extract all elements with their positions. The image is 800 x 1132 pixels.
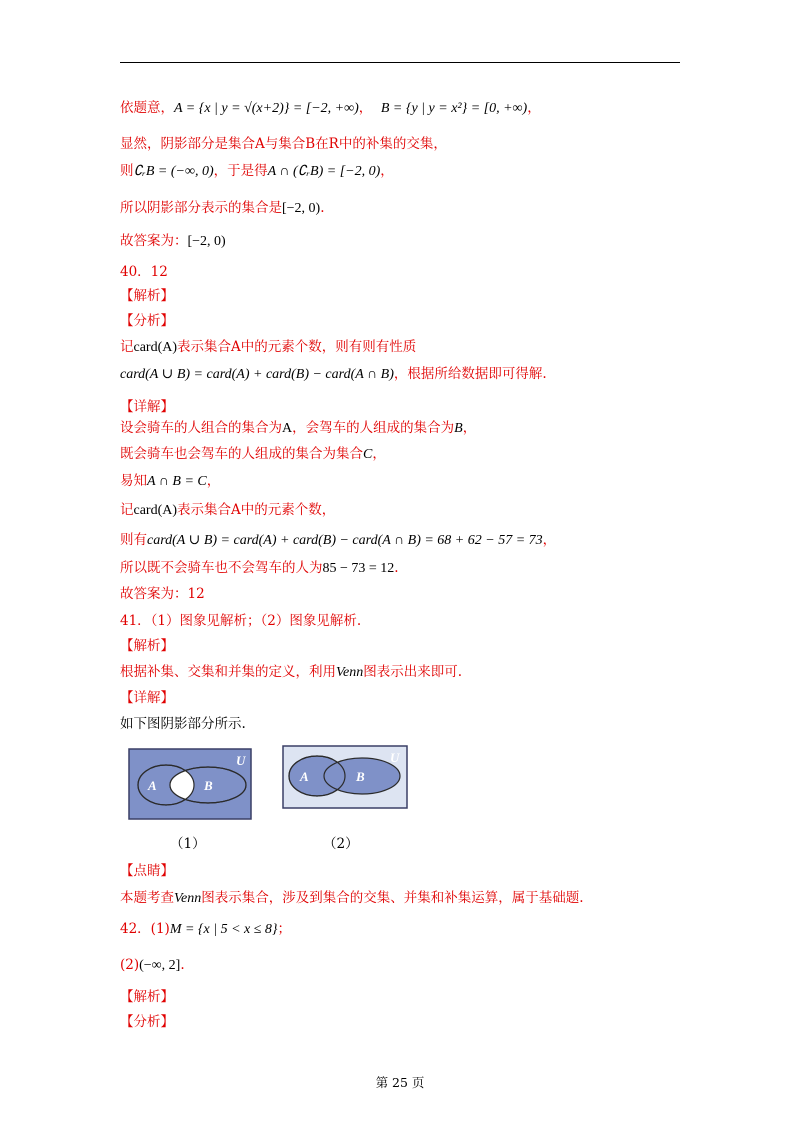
section-heading [120, 398, 174, 416]
text-line [120, 99, 541, 118]
section-heading [120, 988, 174, 1006]
text-run: 记 [120, 339, 134, 355]
text-run: 故答案为： [120, 233, 188, 249]
text-run: . [394, 560, 399, 576]
math-expression: A ∩ (∁ᵣB) = [−2, 0) [267, 164, 381, 179]
text-run: 记 [120, 502, 134, 518]
text-line [120, 419, 476, 438]
text-run: ， [380, 163, 394, 179]
label-a: A [148, 778, 157, 793]
text-run: 图表示集合，涉及到集合的交集、并集和补集运算，属于基础题. [201, 890, 584, 906]
math-expression: A [282, 421, 293, 436]
text-run: 表示集合A中的元素个数，则有则有性质 [177, 339, 417, 355]
section-heading [120, 637, 174, 655]
text-line [120, 232, 226, 251]
text-line [120, 445, 386, 464]
text-run: 如下图阴影部分所示. [120, 716, 246, 732]
text-run: 【分析】 [120, 313, 174, 329]
question-number [120, 612, 361, 630]
text-run: 【解析】 [120, 288, 174, 304]
math-expression: card(A ∪ B) = card(A) + card(B) − card(A ∩ B) = 68 + 62 − 57 = 73 [147, 533, 543, 548]
text-run: 设会骑车的人组合的集合为 [120, 420, 282, 436]
text-run: 故答案为：12 [120, 586, 205, 602]
text-run: 【详解】 [120, 690, 174, 706]
text-run: 所以阴影部分表示的集合是 [120, 200, 282, 216]
math-expression: (−∞, 2] [139, 958, 181, 973]
math-expression: M = {x | 5 < x ≤ 8} [169, 922, 278, 937]
text-run: ，根据所给数据即可得解. [393, 366, 547, 382]
text-run: 【点睛】 [120, 863, 174, 879]
text-run: 依题意， [120, 100, 174, 116]
text-run: 易知 [120, 473, 147, 489]
text-run: . [180, 957, 185, 973]
text-run: ，会驾车的人组成的集合为 [292, 420, 455, 436]
math-expression: card(A ∪ B) = card(A) + card(B) − card(A ∩ B) [120, 367, 394, 382]
text-line [120, 715, 246, 733]
text-run: 本题考查 [120, 890, 174, 906]
math-expression: card(A) [133, 340, 178, 355]
page-number: 第 25 页 [375, 1075, 425, 1090]
text-line [120, 338, 416, 357]
math-expression: B [454, 421, 463, 436]
section-heading [120, 862, 174, 880]
text-run: 所以既不会骑车也不会驾车的人为 [120, 560, 323, 576]
text-run: 既会骑车也会驾车的人组成的集合为集合 [120, 446, 363, 462]
text-run: 41．（1）图象见解析；（2）图象见解析. [120, 613, 362, 629]
math-expression: A ∩ B = C [147, 474, 207, 489]
text-run: ， [358, 100, 373, 116]
text-run: 【分析】 [120, 1014, 174, 1030]
header-rule [120, 62, 680, 63]
text-run: 显然，阴影部分是集合A与集合B在R中的补集的交集， [120, 136, 447, 152]
math-expression: C [363, 447, 373, 462]
figure-caption-2: （2） [323, 836, 359, 852]
text-run: 40．12 [120, 264, 168, 280]
text-run: 42．(1) [120, 921, 170, 937]
section-heading [120, 312, 174, 330]
math-expression: card(A) [133, 503, 178, 518]
text-run: 【解析】 [120, 989, 174, 1005]
text-run: 图表示出来即可. [363, 664, 463, 680]
text-line [120, 162, 394, 181]
math-expression: [−2, 0) [282, 201, 321, 216]
text-run: 则 [120, 163, 134, 179]
text-run: ； [277, 921, 292, 937]
math-expression: A = {x | y = √(x+2)} = [−2, +∞) [174, 101, 359, 116]
text-line [120, 889, 584, 908]
venn-diagram-2 [282, 745, 408, 809]
text-line [120, 472, 220, 491]
venn-diagram-1 [128, 748, 252, 820]
math-expression: [−2, 0) [187, 234, 226, 249]
text-line [120, 135, 447, 153]
question-number [120, 263, 168, 281]
answer-line [120, 585, 205, 603]
text-run: (2) [120, 957, 140, 973]
text-line [120, 501, 335, 520]
text-run: 则有 [120, 532, 147, 548]
text-line [120, 559, 399, 578]
figure-caption-1: （1） [170, 836, 206, 852]
text-run: ， [206, 473, 221, 489]
section-heading [120, 287, 174, 305]
label-u: U [236, 753, 246, 768]
label-b: B [356, 769, 365, 784]
label-b: B [204, 778, 213, 793]
math-expression: ∁ᵣB = (−∞, 0) [133, 164, 214, 179]
text-line [120, 531, 556, 550]
text-run: 表示集合A中的元素个数， [177, 502, 336, 518]
text-line [120, 199, 325, 218]
text-run: ， [527, 100, 541, 116]
label-a: A [300, 769, 309, 784]
text-line [120, 956, 185, 975]
text-run: ， [372, 446, 386, 462]
label-u: U [390, 750, 400, 765]
text-run: . [320, 200, 325, 216]
question-number [120, 920, 291, 939]
text-run: ， [542, 532, 557, 548]
math-expression: B = {y | y = x²} = [0, +∞) [380, 101, 528, 116]
text-run: ， [462, 420, 477, 436]
section-heading [120, 1013, 174, 1031]
text-line [120, 663, 462, 682]
text-run: 【解析】 [120, 638, 174, 654]
section-heading [120, 689, 174, 707]
math-expression: 85 − 73 = 12 [322, 561, 395, 576]
text-run: 【详解】 [120, 399, 174, 415]
math-expression: Venn [336, 665, 364, 680]
math-expression: Venn [174, 891, 202, 906]
text-line [120, 365, 547, 384]
text-run: 根据补集、交集和并集的定义，利用 [120, 664, 336, 680]
text-run: ，于是得 [213, 163, 268, 179]
